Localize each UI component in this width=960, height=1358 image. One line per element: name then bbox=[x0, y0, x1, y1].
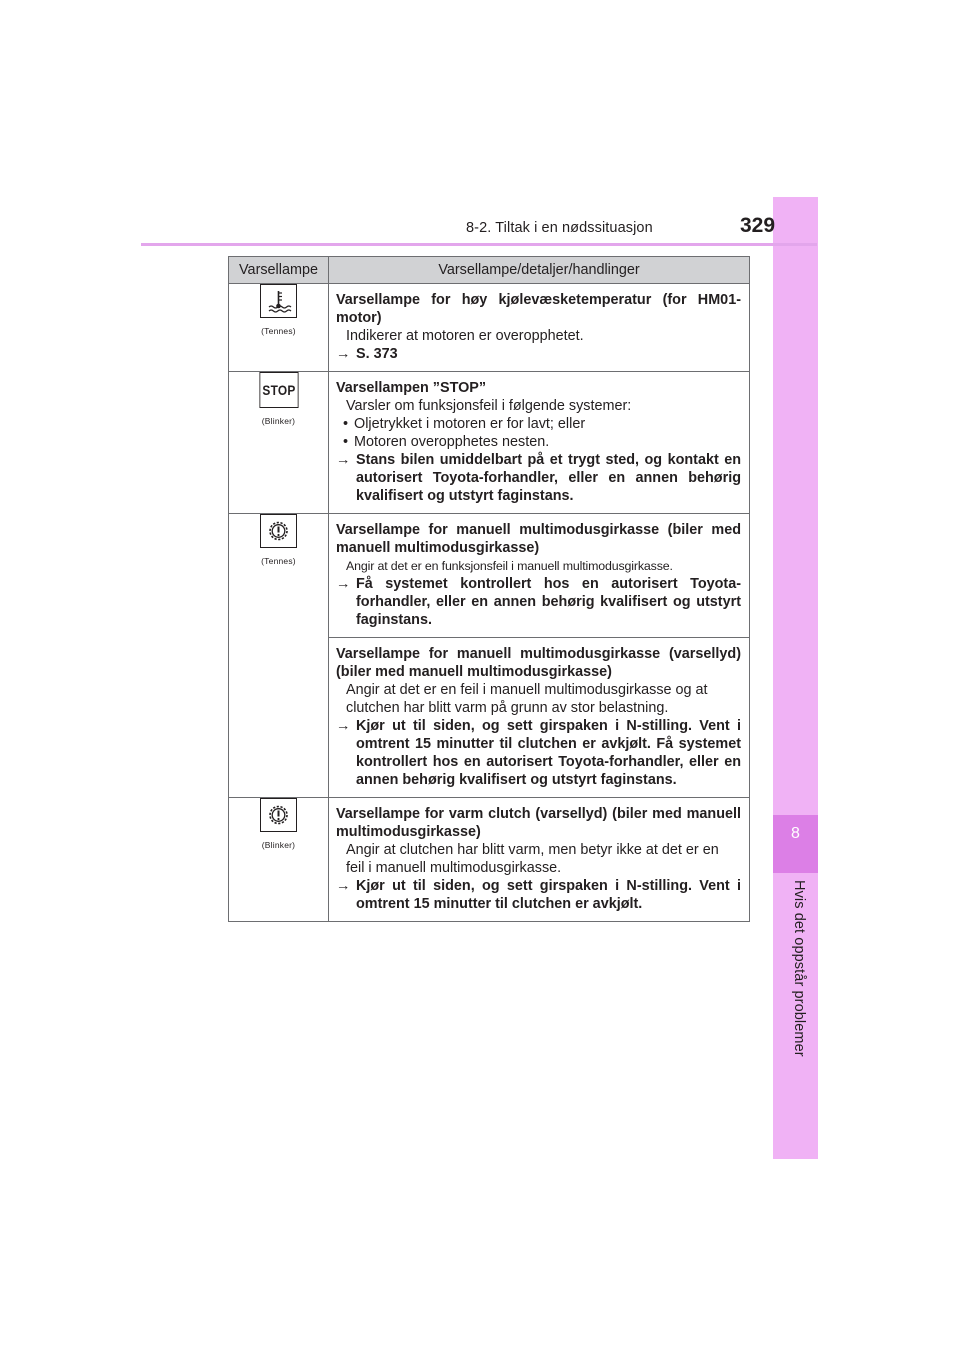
icon-caption: (Blinker) bbox=[261, 416, 296, 426]
row-action bbox=[336, 345, 741, 363]
chapter-title: Hvis det oppstår problemer bbox=[791, 880, 807, 1057]
header-warning-light: Varsellampe bbox=[229, 257, 329, 284]
icon-cell bbox=[229, 372, 329, 514]
description-cell bbox=[329, 638, 750, 798]
description-cell bbox=[329, 514, 750, 638]
icon-cell bbox=[229, 514, 329, 798]
row-detail: Angir at det er en feil i manuell multimodusgirkasse og at clutchen har blitt varm på grunn av stor belastning. bbox=[346, 682, 708, 716]
table-row bbox=[229, 284, 750, 372]
row-title: Varsellampe for manuell multimodusgirkasse (biler med manuell multimodusgirkasse) bbox=[336, 522, 741, 556]
arrow-icon: → bbox=[336, 346, 351, 362]
table-row bbox=[229, 372, 750, 514]
header-details: Varsellampe/detaljer/handlinger bbox=[329, 257, 750, 284]
row-bullet: • Oljetrykket i motoren er for lavt; eller bbox=[336, 415, 741, 433]
table-row bbox=[229, 514, 750, 638]
header-rule bbox=[141, 243, 817, 246]
chapter-number: 8 bbox=[791, 825, 800, 842]
gear-warning-icon bbox=[260, 798, 297, 832]
description-cell bbox=[329, 284, 750, 372]
arrow-icon: → bbox=[336, 718, 351, 734]
row-action bbox=[336, 575, 741, 629]
row-action bbox=[336, 717, 741, 789]
row-detail: Indikerer at motoren er overopphetet. bbox=[346, 328, 584, 344]
warning-light-table bbox=[228, 256, 750, 922]
page-number: 329 bbox=[740, 214, 776, 237]
icon-caption: (Blinker) bbox=[261, 840, 296, 850]
section-title: 8-2. Tiltak i en nødssituasjon bbox=[466, 220, 653, 236]
arrow-icon: → bbox=[336, 576, 351, 592]
row-action-text: Kjør ut til siden, og sett girspaken i N-stilling. Vent i omtrent 15 minutter til clutchen er avkjølt. Få systemet kontrollert hos en autorisert Toyota-forhandler, eller en annen behørig kvalifisert og utstyrt faginstans. bbox=[356, 718, 741, 788]
stop-icon: STOP bbox=[259, 372, 298, 408]
row-detail: Angir at clutchen har blitt varm, men betyr ikke at det er en feil i manuell multimodusgirkasse. bbox=[346, 842, 719, 876]
row-detail: Angir at det er en funksjonsfeil i manuell multimodusgirkasse. bbox=[346, 559, 673, 573]
arrow-icon: → bbox=[336, 452, 351, 468]
row-action-text: Kjør ut til siden, og sett girspaken i N-stilling. Vent i omtrent 15 minutter til clutchen er avkjølt. bbox=[356, 878, 741, 912]
table-header-row bbox=[229, 257, 750, 284]
description-cell bbox=[329, 798, 750, 922]
row-title: Varsellampen ”STOP” bbox=[336, 380, 487, 396]
row-action-text: Få systemet kontrollert hos en autorisert Toyota-forhandler, eller en annen behørig kvalifisert og utstyrt faginstans. bbox=[356, 576, 741, 628]
row-action-text: S. 373 bbox=[356, 346, 398, 362]
row-title: Varsellampe for varm clutch (varsellyd) (biler med manuell multimodusgirkasse) bbox=[336, 806, 741, 840]
table-row bbox=[229, 798, 750, 922]
icon-caption: (Tennes) bbox=[261, 556, 296, 566]
icon-cell bbox=[229, 798, 329, 922]
icon-cell bbox=[229, 284, 329, 372]
coolant-temperature-icon bbox=[260, 284, 297, 318]
row-detail: Varsler om funksjonsfeil i følgende systemer: bbox=[346, 398, 632, 414]
row-bullet: • Motoren overopphetes nesten. bbox=[336, 433, 741, 451]
description-cell bbox=[329, 372, 750, 514]
row-title: Varsellampe for manuell multimodusgirkasse (varsellyd) (biler med manuell multimodusgirkasse) bbox=[336, 646, 741, 680]
row-title: Varsellampe for høy kjølevæsketemperatur (for HM01-motor) bbox=[336, 292, 741, 326]
icon-caption: (Tennes) bbox=[261, 326, 296, 336]
arrow-icon: → bbox=[336, 878, 351, 894]
row-action bbox=[336, 877, 741, 913]
chapter-number-tab bbox=[773, 815, 818, 873]
row-action bbox=[336, 451, 741, 505]
gear-warning-icon bbox=[260, 514, 297, 548]
row-action-text: Stans bilen umiddelbart på et trygt sted, og kontakt en autorisert Toyota-forhandler, eller en annen behørig kvalifisert og utstyrt faginstans. bbox=[356, 452, 741, 504]
